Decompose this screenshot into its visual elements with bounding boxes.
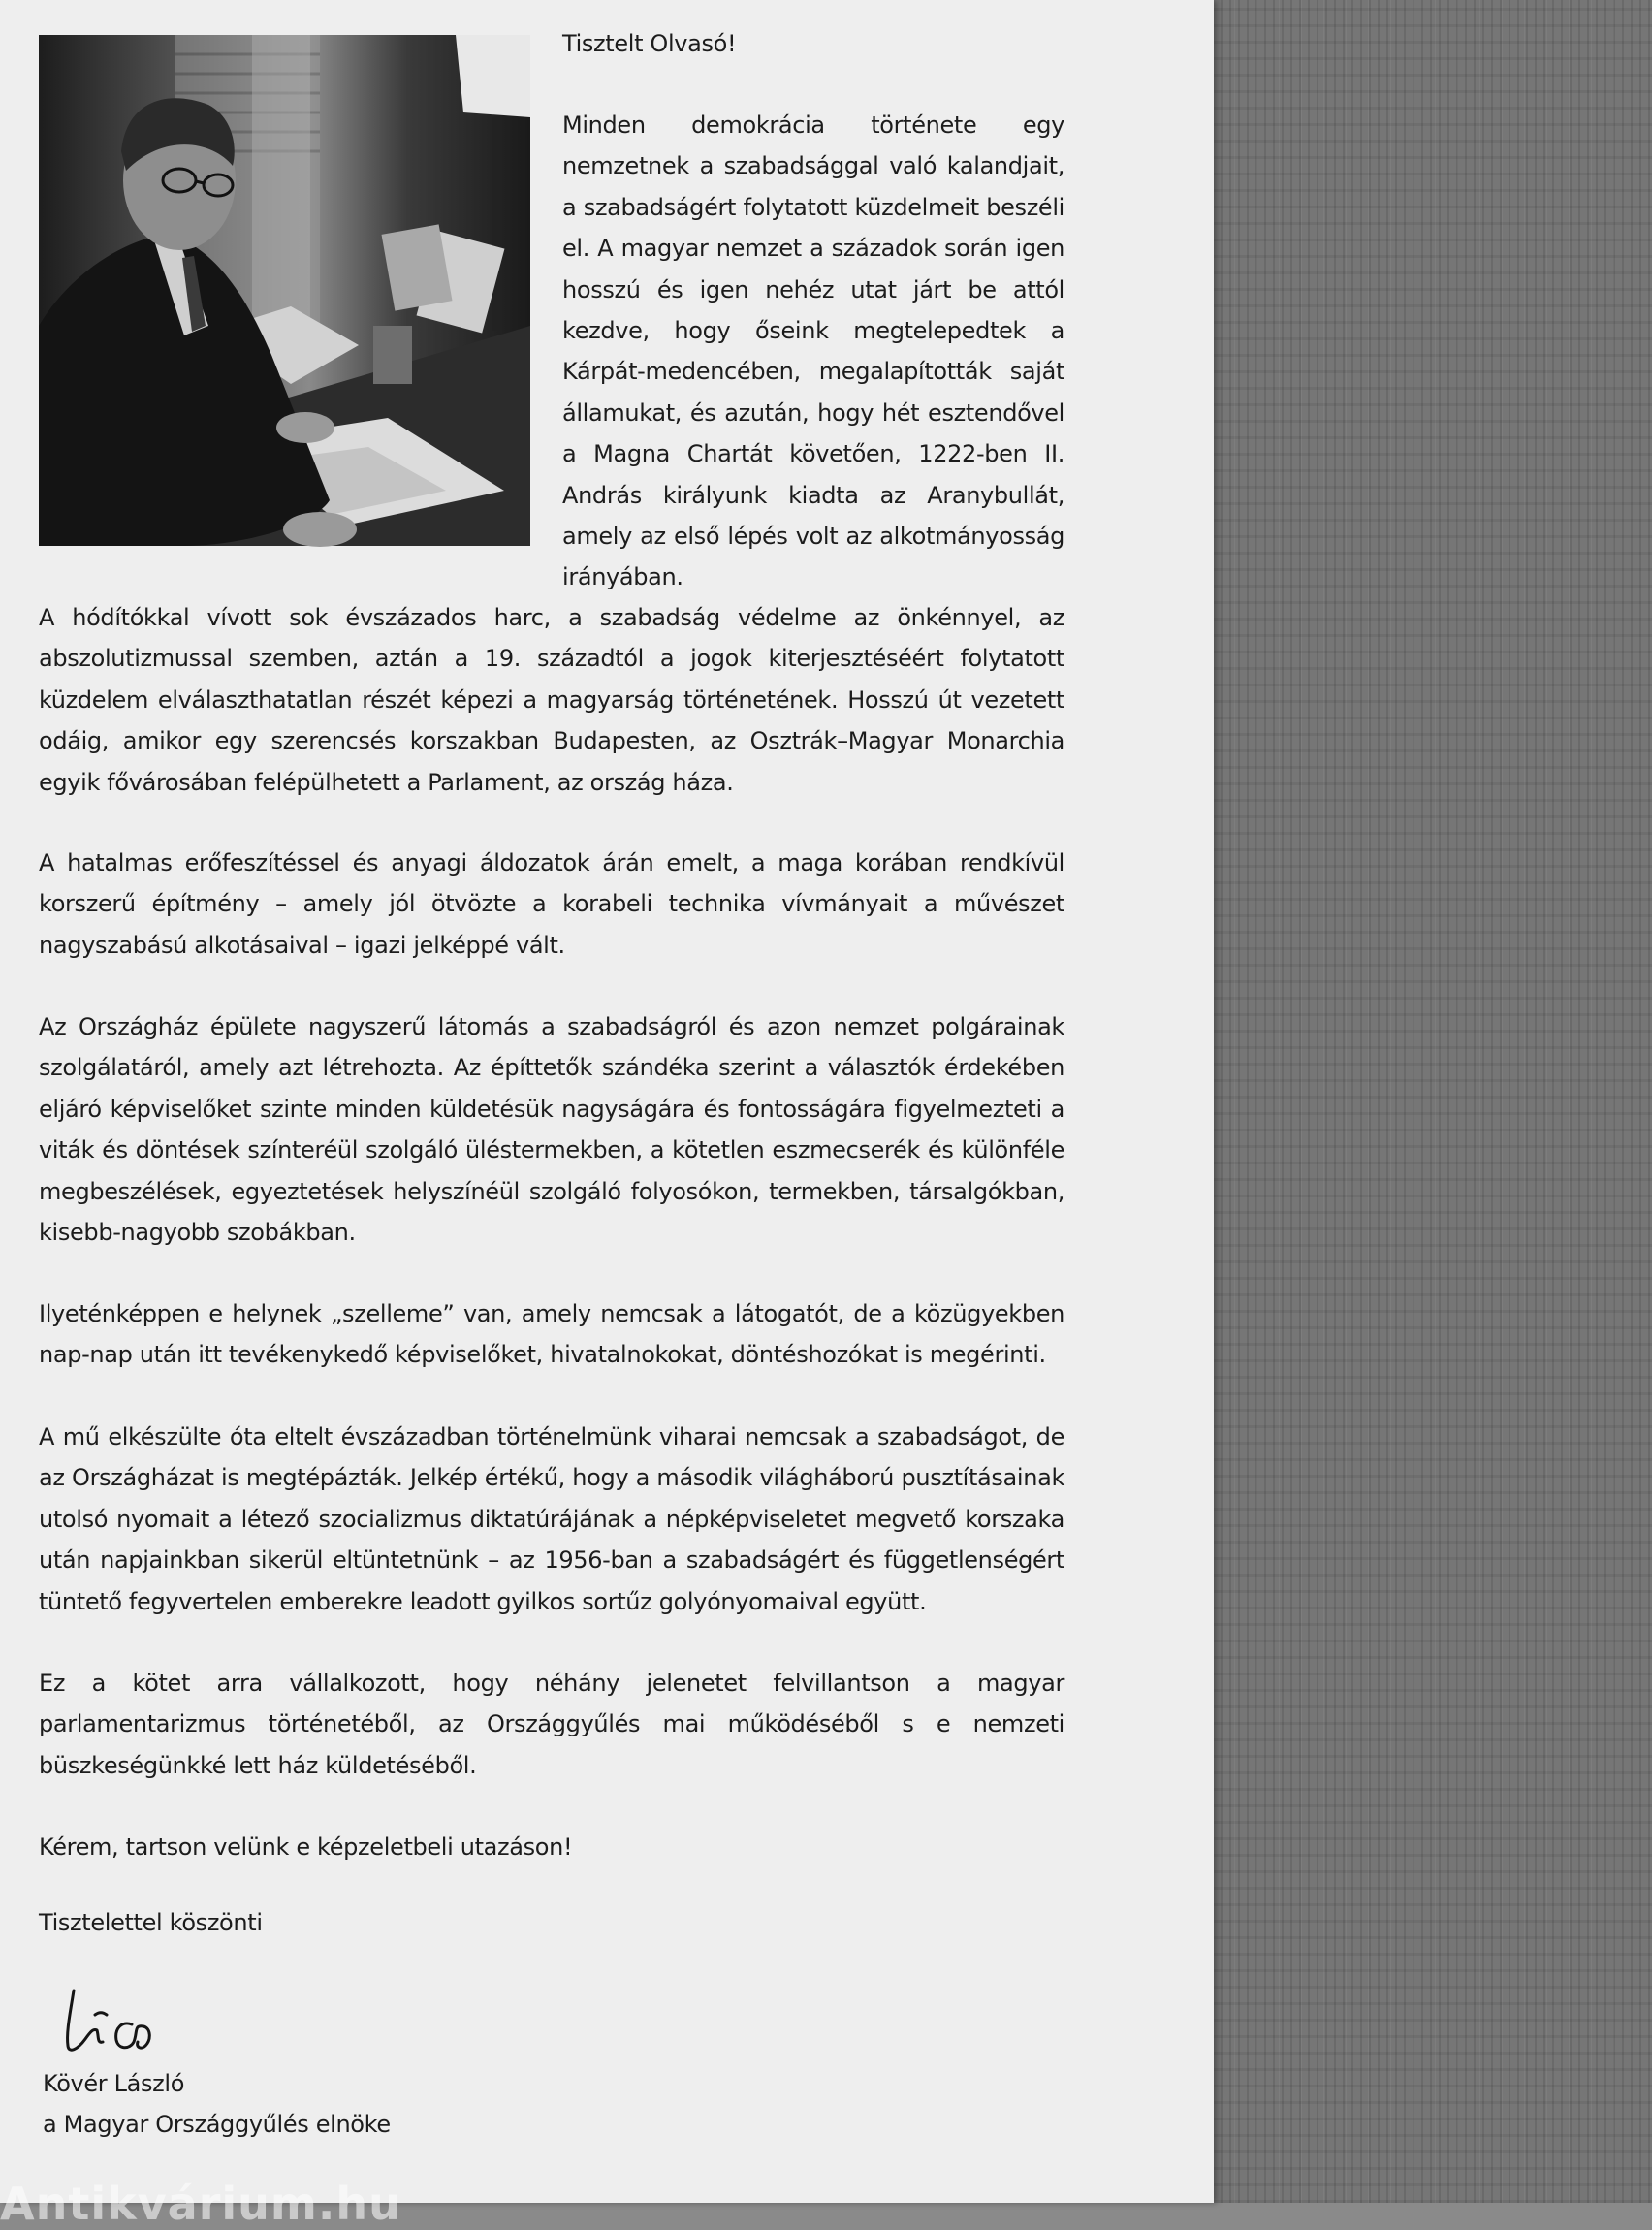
body-paragraph: A mű elkészülte óta eltelt évszázadban történelmünk viharai nemcsak a szabadságot, de az Országházat is megtépázták. Jelkép értékű, hogy a második világháború pusztításainak utolsó nyomait a létező szocializmus diktatúrájának a népképviseletet megvető korszaka után napjainkban sikerül eltüntetnünk – az 1956-ban a szabadságért és függetlenségért tüntető fegyvertelen emberekre leadott gyilkos sortűz golyónyomaival együtt. [39, 1423, 1064, 1615]
watermark-text: Antikvárium.hu [0, 2178, 401, 2230]
signer-name: Kövér László [43, 2070, 185, 2097]
signer-title: a Magyar Országgyűlés elnöke [43, 2111, 391, 2138]
author-portrait-photo [39, 35, 530, 546]
intro-paragraph: Minden demokrácia története egy nemzetnek a szabadsággal való kalandjait, a szabadságért folytatott küzdelmeit beszéli el. A magyar nemzet a századok során igen hosszú és igen nehéz utat járt be attól kezdve, hogy őseink megtelepedtek a Kárpát-medencében, megalapították saját államukat, és azután, hogy hét esztendővel a Magna Chartát követően, 1222-ben II. András királyunk kiadta az Aranybullát, amely az első lépés volt az alkotmányosság irányában. [562, 112, 1064, 591]
closing-greeting: Tisztelettel köszönti [39, 1909, 263, 1936]
body-paragraph: Ilyeténképpen e helynek „szelleme” van, amely nemcsak a látogatót, de a közügyekben nap-nap után itt tevékenykedő képviselőket, hivatalnokokat, döntéshozókat is megérinti. [39, 1300, 1064, 1369]
handwritten-signature [56, 1986, 173, 2063]
salutation: Tisztelt Olvasó! [562, 30, 737, 57]
body-paragraph: A hatalmas erőfeszítéssel és anyagi áldozatok árán emelt, a maga korában rendkívül korszerű építmény – amely jól ötvözte a korabeli technika vívmányait a művészet nagyszabású alkotásaival – igazi jelképpé vált. [39, 849, 1064, 959]
textured-backdrop [1212, 0, 1652, 2203]
closing-request: Kérem, tartson velünk e képzeletbeli utazáson! [39, 1833, 573, 1861]
body-paragraph: A hódítókkal vívott sok évszázados harc, a szabadság védelme az önkénnyel, az abszolutizmussal szemben, aztán a 19. századtól a jogok kiterjesztéséért folytatott küzdelem elválaszthatatlan részét képezi a magyarság történetének. Hosszú út vezetett odáig, amikor egy szerencsés korszakban Budapesten, az Osztrák–Magyar Monarchia egyik fővárosában felépülhetett a Parlament, az ország háza. [39, 604, 1064, 796]
body-paragraph: Ez a kötet arra vállalkozott, hogy néhány jelenetet felvillantson a magyar parlamentarizmus történetéből, az Országgyűlés mai működéséből s e nemzeti büszkeségünkké lett ház küldetéséből. [39, 1670, 1064, 1779]
body-paragraph: Az Országház épülete nagyszerű látomás a szabadságról és azon nemzet polgárainak szolgálatáról, amely azt létrehozta. Az építtetők szándéka szerint a választók érdekében eljáró képviselőket szinte minden küldetésük nagyságára és fontosságára figyelmezteti a viták és döntések színteréül szolgáló üléstermekben, a kötetlen eszmecserék és különféle megbeszélések, egyeztetések helyszínéül szolgáló folyosókon, termekben, társalgókban, kisebb-nagyobb szobákban. [39, 1013, 1064, 1247]
